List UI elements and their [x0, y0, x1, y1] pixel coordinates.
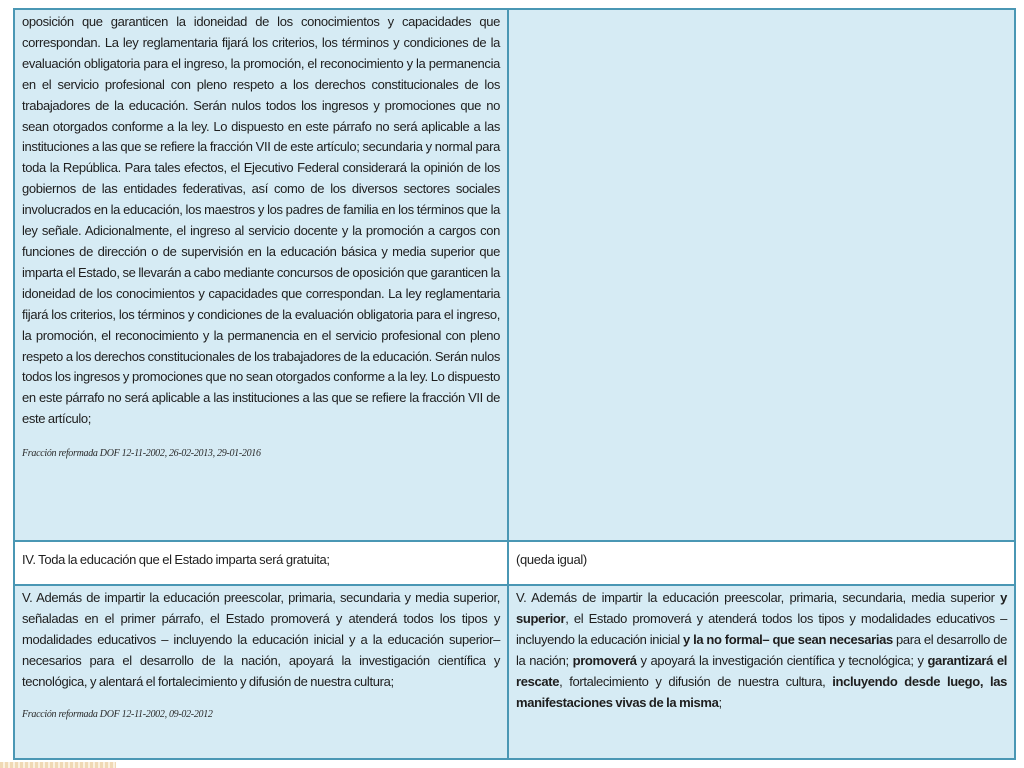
added-text: promoverá [572, 652, 637, 668]
text-segment: V. Además de impartir la educación preescolar, primaria, secundaria, media superior [516, 590, 1001, 605]
text-segment: para el desarrollo de la nación; [516, 631, 1007, 668]
added-text: y la no formal– que sean necesarias [683, 631, 893, 647]
reform-note: Fracción reformada DOF 12-11-2002, 26-02-2013, 29-01-2016 [22, 448, 261, 460]
added-text: y superior [516, 590, 1007, 626]
table-row [14, 585, 1015, 759]
text-segment: , fortalecimiento y difusión de nuestra cultura, [559, 673, 833, 689]
current-text-cell [14, 541, 508, 585]
decorative-strip [0, 762, 116, 768]
fraction-iii-continuation-text: oposición que garanticen la idoneidad de los conocimientos y capacidades que correspondan. La ley reglamentaria fijará los criterios, los términos y condiciones de la evaluación obligatoria para el ingreso, la promoción, el reconocimiento y la permanencia en el servicio profesional con pleno respeto a los derechos constitucionales de los trabajadores de la educación. Serán nulos todos los ingresos y promociones que no sean otorgados conforme a la ley. Lo dispuesto en este párrafo no será aplicable a las instituciones a las que se refiere la fracción VII de este artículo; secundaria y normal para toda la República. Para tales efectos, el Ejecutivo Federal considerará la opinión de los gobiernos de las entidades federativas, así como de los diversos sectores sociales involucrados en la educación, los maestros y los padres de familia en los términos que la ley señale. Adicionalmente, el ingreso al servicio docente y la promoción a cargos con funciones de dirección o de supervisión en la educación básica y media superior que imparta el Estado, se llevarán a cabo mediante concursos de oposición que garanticen la idoneidad de los conocimientos y capacidades que correspondan. La ley reglamentaria fijará los criterios, los términos y condiciones de la evaluación obligatoria para el ingreso, la promoción, el reconocimiento y la permanencia en el servicio profesional con pleno respeto a los derechos constitucionales de los trabajadores de la educación. Serán nulos todos los ingresos y promociones que no sean otorgados conforme a la ley. Lo dispuesto en este párrafo no será aplicable a las instituciones a las que se refiere la fracción VII de este artículo; [22, 14, 500, 427]
fraction-iv-text: IV. Toda la educación que el Estado imparta será gratuita; [22, 551, 330, 567]
comparison-table [13, 8, 1016, 760]
text-segment: ; [718, 694, 722, 710]
text-segment: y apoyará la investigación científica y tecnológica; y [636, 652, 928, 668]
table-row [14, 541, 1015, 585]
added-text: incluyendo desde luego, las manifestaciones vivas de la misma [516, 673, 1007, 710]
fraction-v-current-text: V. Además de impartir la educación preescolar, primaria, secundaria y media superior, señaladas en el primer párrafo, el Estado promoverá y atenderá todos los tipos y modalidades educativos – incluyendo la educación inicial y a la educación superior– necesarios para el desarrollo de la nación, apoyará la investigación científica y tecnológica, y alentará el fortalecimiento y difusión de nuestra cultura; [22, 590, 500, 689]
text-segment: , el Estado promoverá y atenderá todos los tipos y modalidades educativos – incluyendo la educación inicial [516, 610, 1007, 647]
proposed-text-cell [508, 585, 1015, 759]
unchanged-label: (queda igual) [516, 551, 587, 567]
proposed-text-cell [508, 9, 1015, 541]
added-text: garantizará el rescate [516, 652, 1007, 689]
proposed-text-cell [508, 541, 1015, 585]
reform-note: Fracción reformada DOF 12-11-2002, 09-02-2012 [22, 708, 213, 720]
current-text-cell [14, 9, 508, 541]
table-row [14, 9, 1015, 541]
current-text-cell [14, 585, 508, 759]
fraction-v-proposed-text [516, 588, 1007, 713]
